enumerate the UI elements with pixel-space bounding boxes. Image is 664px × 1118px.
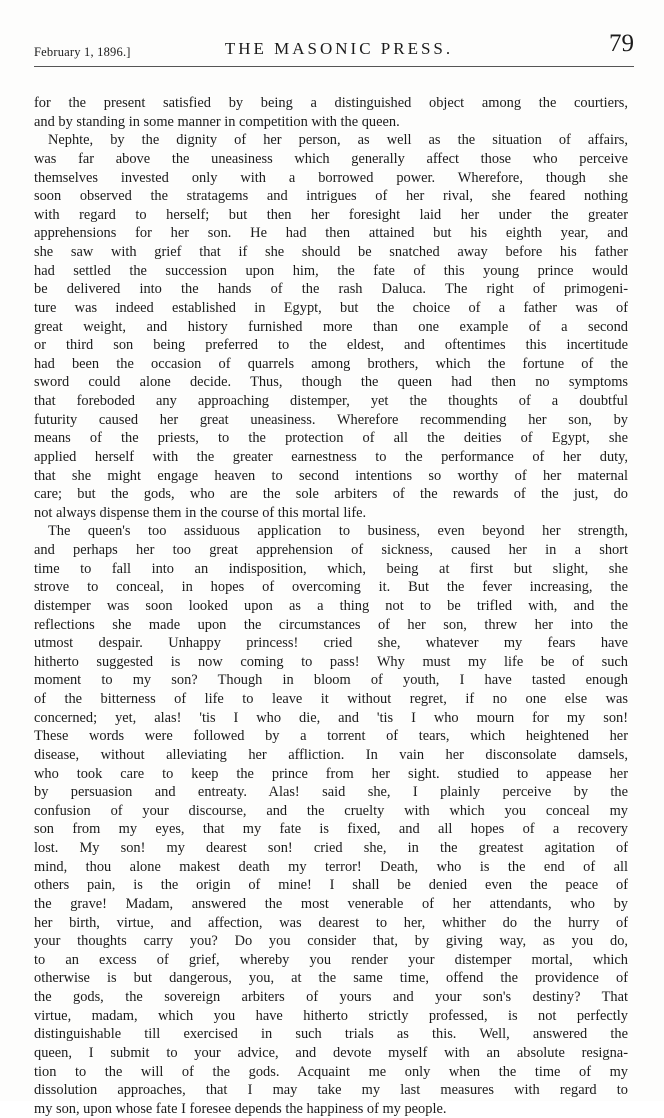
text-line: for the present satisfied by being a distinguished object among the courtiers, bbox=[34, 95, 628, 111]
text-line: and perhaps her too great apprehension of sickness, caused her in a short bbox=[34, 542, 628, 558]
text-line: applied herself with the greater earnestness to the performance of her duty, bbox=[34, 448, 628, 465]
text-line: or third son being preferred to the eldest, and oftentimes this incertitude bbox=[34, 337, 628, 354]
text-line: great weight, and history furnished more than one example of a second bbox=[34, 318, 628, 335]
text-line: had been the occasion of quarrels among brothers, which the fortune of the bbox=[34, 355, 628, 372]
text-line: otherwise is but dangerous, you, at the same time, offend the providence of bbox=[34, 970, 628, 987]
text-line: utmost despair. Unhappy princess! cried she, whatever my fears have bbox=[34, 635, 628, 652]
text-line: soon observed the stratagems and intrigues of her rival, she feared nothing bbox=[34, 188, 628, 205]
text-line: means of the priests, to the protection of all the deities of Egypt, she bbox=[34, 430, 628, 447]
text-line: themselves invested only with a borrowed power. Wherefore, though she bbox=[34, 169, 628, 186]
text-line: lost. My son! my dearest son! cried she, in the greatest agitation of bbox=[34, 840, 628, 856]
text-line: her birth, virtue, and affection, was dearest to her, whither do the hurry of bbox=[34, 914, 628, 931]
text-line: she saw with grief that if she should be snatched away before his father bbox=[34, 244, 628, 260]
text-line: to an excess of grief, whereby you render your distemper mortal, which bbox=[34, 951, 628, 968]
text-line: by persuasion and entreaty. Alas! said she, I plainly perceive by the bbox=[34, 784, 628, 801]
text-line: that foreboded any approaching distemper, yet the thoughts of a doubtful bbox=[34, 393, 628, 409]
text-line: mind, thou alone makest death my terror! Death, who is the end of all bbox=[34, 858, 628, 875]
page-number: 79 bbox=[609, 30, 634, 57]
text-line: reflections she made upon the circumstances of her son, threw her into the bbox=[34, 616, 628, 633]
text-line: care; but the gods, who are the sole arbiters of the rewards of the just, do bbox=[34, 486, 628, 503]
issue-date: February 1, 1896.] bbox=[34, 45, 131, 59]
header-rule bbox=[34, 66, 634, 67]
text-line: who took care to keep the prince from her sight. studied to appease her bbox=[34, 765, 628, 782]
text-line: sword could alone decide. Thus, though the queen had then no symptoms bbox=[34, 374, 628, 391]
text-line: the grave! Madam, answered the most venerable of her attendants, who by bbox=[34, 895, 628, 912]
text-line: These words were followed by a torrent of tears, which heightened her bbox=[34, 728, 628, 745]
text-line: that she might engage heaven to second intentions so worthy of her maternal bbox=[34, 467, 628, 484]
text-line: tion to the will of the gods. Acquaint me only when the time of my bbox=[34, 1063, 628, 1080]
text-line: confusion of your discourse, and the cruelty with which you conceal my bbox=[34, 802, 628, 819]
text-line: apprehensions for her son. He had then attained but his eighth year, and bbox=[34, 225, 628, 242]
text-line: hitherto suggested is now coming to pass! Why must my life be of such bbox=[34, 653, 628, 670]
text-line: the gods, the sovereign arbiters of yours and your son's destiny? That bbox=[34, 989, 628, 1005]
text-line: others pain, is the origin of mine! I shall be denied even the peace of bbox=[34, 877, 628, 894]
text-line: queen, I submit to your advice, and devote myself with an absolute resigna- bbox=[34, 1044, 628, 1061]
text-line: your thoughts carry you? Do you consider that, by giving way, as you do, bbox=[34, 933, 628, 950]
text-line: son from my eyes, that my fate is fixed, and all hopes of a recovery bbox=[34, 821, 628, 838]
text-line: was far above the uneasiness which generally affect those who perceive bbox=[34, 150, 628, 167]
text-line: be delivered into the hands of the rash Daluca. The right of primogeni- bbox=[34, 281, 628, 298]
text-line: concerned; yet, alas! 'tis I who die, and 'tis I who mourn for my son! bbox=[34, 709, 628, 726]
text-line: Nephte, by the dignity of her person, as well as the situation of affairs, bbox=[48, 132, 628, 149]
text-line: strove to conceal, in hopes of overcoming it. But the fever increasing, the bbox=[34, 579, 628, 596]
text-line: virtue, madam, which you have hitherto strictly professed, is not perfectly bbox=[34, 1007, 628, 1024]
text-line: disease, without alleviating her affliction. In vain her disconsolate damsels, bbox=[34, 746, 628, 763]
running-head bbox=[34, 30, 634, 70]
text-line: time to fall into an indisposition, which, being at first but slight, she bbox=[34, 560, 628, 577]
article-body bbox=[34, 94, 628, 1118]
text-line: and by standing in some manner in competition with the queen. bbox=[34, 113, 400, 130]
text-line: The queen's too assiduous application to business, even beyond her strength, bbox=[48, 523, 628, 540]
text-line: not always dispense them in the course of this mortal life. bbox=[34, 504, 367, 521]
text-line: of the bitterness of life to leave it without regret, if no one else was bbox=[34, 691, 628, 707]
text-line: ture was indeed established in Egypt, but the choice of a father was of bbox=[34, 299, 628, 316]
text-line: dissolution approaches, that I may take my last measures with regard to bbox=[34, 1082, 628, 1099]
text-line: futurity caused her great uneasiness. Wherefore recommending her son, by bbox=[34, 411, 628, 428]
text-line: distemper was soon looked upon as a thing not to be trifled with, and the bbox=[34, 597, 628, 614]
text-line: distinguishable till exercised in such trials as this. Well, answered the bbox=[34, 1026, 628, 1043]
text-line: had settled the succession upon him, the fate of this young prince would bbox=[34, 262, 628, 279]
text-line: my son, upon whose fate I foresee depends the happiness of my people. bbox=[34, 1100, 447, 1117]
text-line: moment to my son? Though in bloom of youth, I have tasted enough bbox=[34, 672, 628, 689]
text-line: with regard to herself; but then her foresight laid her under the greater bbox=[34, 206, 628, 223]
publication-title: THE MASONIC PRESS. bbox=[224, 39, 454, 58]
